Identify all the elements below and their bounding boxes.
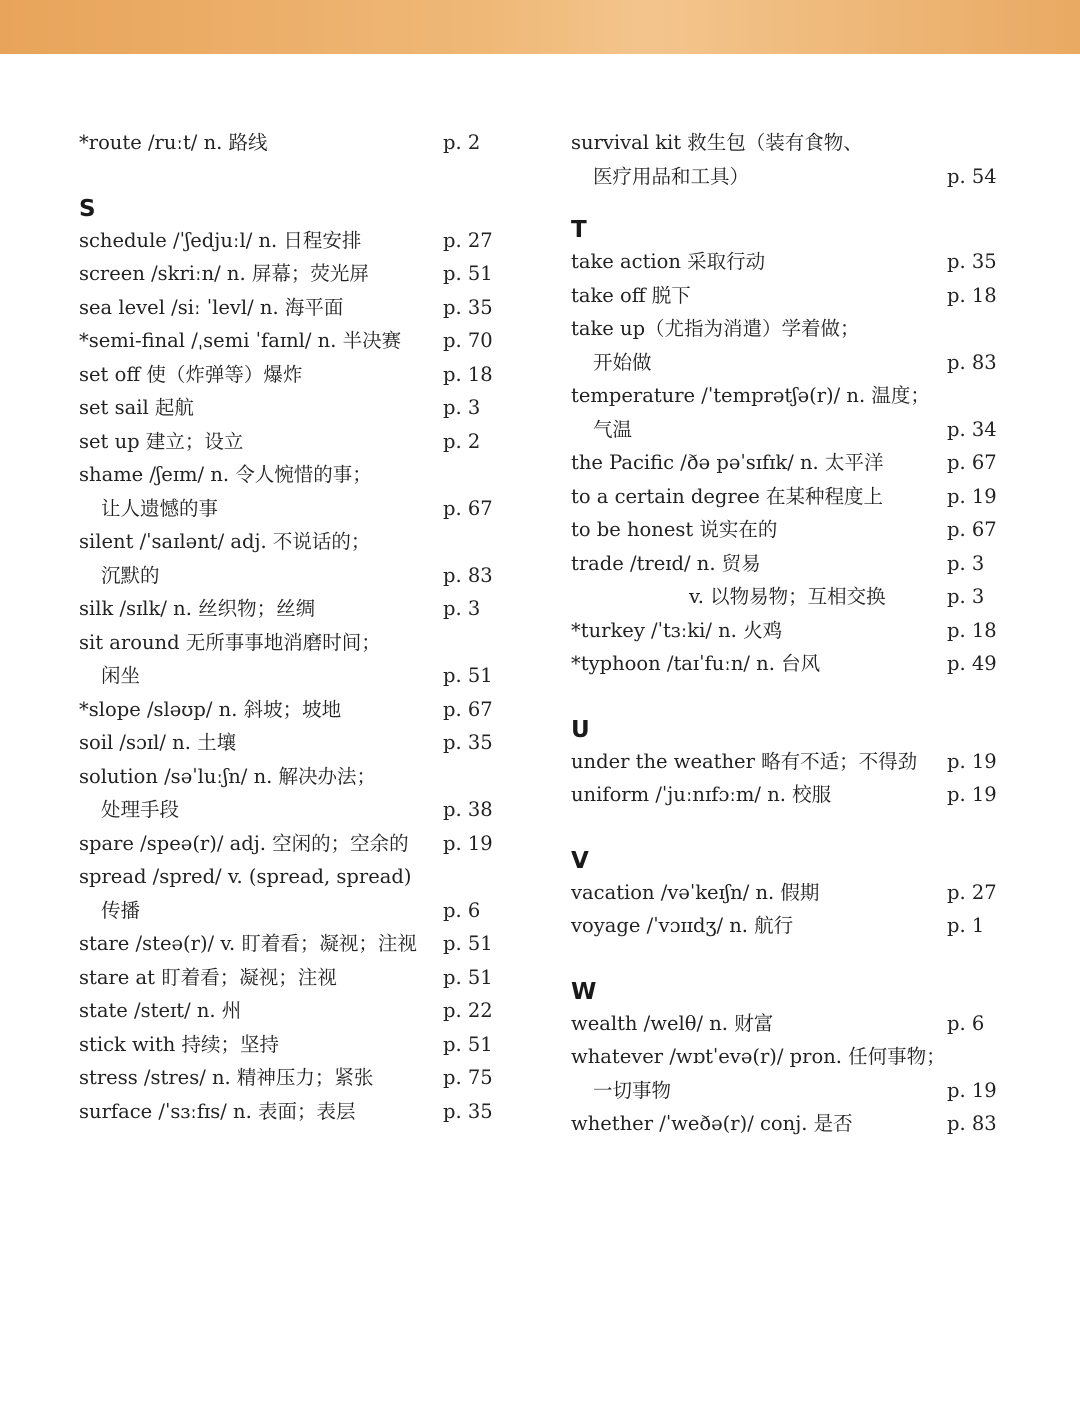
- page-reference: p. 19: [947, 1078, 997, 1102]
- entry-text: sit around 无所事事地消磨时间；: [79, 630, 381, 654]
- entry-text: *typhoon /taɪˈfuːn/ n. 台风: [571, 652, 821, 675]
- entry-text-continued: 医疗用品和工具）: [593, 164, 750, 188]
- entry-text: the Pacific /ðə pəˈsɪfɪk/ n. 太平洋: [571, 451, 884, 474]
- entry-text: survival kit 救生包（装有食物、: [571, 131, 863, 154]
- entry-text: set off 使（炸弹等）爆炸: [79, 362, 303, 386]
- entry-text: stare at 盯着看；凝视；注视: [79, 965, 337, 989]
- section-spacer: [571, 943, 1003, 977]
- glossary-entry: [79, 626, 499, 693]
- entry-text: take off 脱下: [571, 283, 691, 307]
- page-reference: p. 67: [947, 451, 997, 474]
- glossary-entry: [79, 994, 499, 1028]
- section-spacer: [571, 681, 1003, 715]
- entry-text: *semi-final /ˌsemi ˈfaɪnl/ n. 半决赛: [79, 329, 402, 352]
- glossary-entry: [571, 446, 1003, 480]
- glossary-entry: [79, 358, 499, 392]
- page-reference: p. 1: [947, 914, 985, 937]
- page-reference: p. 38: [443, 798, 493, 821]
- glossary-entry: [571, 379, 1003, 446]
- page-reference-empty: [443, 458, 499, 492]
- entry-text: silk /sɪlk/ n. 丝织物；丝绸: [79, 597, 316, 620]
- entry-text: whatever /wɒtˈevə(r)/ pron. 任何事物；: [571, 1045, 946, 1068]
- glossary-entry: [79, 324, 499, 358]
- glossary-entry: [79, 927, 499, 961]
- entry-text: silent /ˈsaɪlənt/ adj. 不说话的；: [79, 530, 371, 553]
- glossary-entry: [79, 1061, 499, 1095]
- glossary-entry: [79, 425, 499, 459]
- page-reference: p. 51: [443, 664, 493, 687]
- section-spacer: [571, 812, 1003, 846]
- glossary-entry: [571, 876, 1003, 910]
- page-reference: p. 35: [947, 250, 997, 273]
- entry-text-continued: 传播: [101, 898, 141, 922]
- page-reference: p. 22: [443, 999, 493, 1022]
- page-reference: p. 18: [947, 618, 997, 642]
- page-reference: p. 6: [443, 898, 481, 922]
- entry-text: *turkey /ˈtɜːki/ n. 火鸡: [571, 618, 783, 642]
- glossary-entry: [79, 257, 499, 291]
- entry-text-continued: 气温: [593, 417, 633, 441]
- glossary-entry: [571, 1107, 1003, 1141]
- entry-text-continued: 闲坐: [101, 664, 141, 687]
- page-reference: p. 75: [443, 1066, 493, 1089]
- top-decorative-band: [0, 0, 1080, 54]
- page-reference: p. 2: [443, 131, 481, 154]
- entry-text: *slope /sləʊp/ n. 斜坡；坡地: [79, 697, 342, 721]
- glossary-entry: [79, 860, 499, 927]
- glossary-entry: [571, 279, 1003, 313]
- page-reference: p. 83: [947, 350, 997, 374]
- page-reference-empty: [443, 760, 499, 794]
- page-reference-empty: [947, 379, 1003, 413]
- page-reference: p. 3: [947, 585, 985, 608]
- section-letter-heading: U: [571, 716, 590, 743]
- entry-text: vacation /vəˈkeɪʃn/ n. 假期: [571, 880, 820, 904]
- page-reference: p. 49: [947, 652, 997, 675]
- glossary-entry: [571, 745, 1003, 779]
- section-letter-heading: V: [571, 847, 589, 874]
- entry-text: wealth /welθ/ n. 财富: [571, 1011, 774, 1035]
- entry-text: whether /ˈweðə(r)/ conj. 是否: [571, 1112, 853, 1135]
- entry-text: take up（尤指为消遣）学着做；: [571, 317, 860, 340]
- page-reference: p. 3: [947, 551, 985, 575]
- glossary-entry: [79, 827, 499, 861]
- page-reference: p. 19: [947, 484, 997, 508]
- glossary-entry: [79, 291, 499, 325]
- page-reference-empty: [443, 860, 499, 894]
- entry-text: voyage /ˈvɔɪɪdʒ/ n. 航行: [571, 914, 794, 937]
- page-reference: p. 35: [443, 295, 493, 319]
- entry-text: state /steɪt/ n. 州: [79, 999, 242, 1022]
- glossary-entry: [571, 909, 1003, 943]
- entry-text: soil /sɔɪl/ n. 土壤: [79, 731, 237, 754]
- entry-text: temperature /ˈtemprətʃə(r)/ n. 温度；: [571, 384, 930, 407]
- entry-text: *route /ruːt/ n. 路线: [79, 131, 268, 154]
- entry-text: to a certain degree 在某种程度上: [571, 484, 883, 508]
- entry-text: spread /spred/ v. (spread, spread): [79, 865, 412, 888]
- page-reference-empty: [947, 1040, 1003, 1074]
- page-reference: p. 70: [443, 329, 493, 352]
- glossary-column-left: [79, 126, 499, 1128]
- page-reference: p. 51: [443, 932, 493, 955]
- glossary-entry: [79, 592, 499, 626]
- page-reference: p. 83: [443, 563, 493, 587]
- glossary-entry: [79, 224, 499, 258]
- glossary-entry: [79, 525, 499, 592]
- entry-text: trade /treɪd/ n. 贸易: [571, 551, 761, 575]
- glossary-entry: [79, 760, 499, 827]
- section-spacer: [79, 160, 499, 194]
- entry-text-continued: 开始做: [593, 350, 652, 374]
- entry-text: sea level /siː ˈlevl/ n. 海平面: [79, 295, 344, 319]
- section-letter-heading: S: [79, 195, 96, 222]
- page-reference: p. 54: [947, 164, 997, 188]
- entry-text: stare /steə(r)/ v. 盯着看；凝视；注视: [79, 932, 417, 955]
- page-reference: p. 67: [443, 496, 493, 520]
- page-reference: p. 6: [947, 1011, 985, 1035]
- glossary-entry: [571, 126, 1003, 193]
- entry-text: uniform /ˈjuːnɪfɔːm/ n. 校服: [571, 783, 832, 806]
- entry-text: surface /ˈsɜːfɪs/ n. 表面；表层: [79, 1099, 356, 1123]
- entry-text: solution /səˈluːʃn/ n. 解决办法；: [79, 764, 377, 788]
- page-reference: p. 83: [947, 1112, 997, 1135]
- entry-text: under the weather 略有不适；不得劲: [571, 749, 918, 773]
- page-reference-empty: [443, 525, 499, 559]
- entry-text: to be honest 说实在的: [571, 518, 778, 541]
- glossary-entry: [571, 1040, 1003, 1107]
- glossary-entry: [571, 1007, 1003, 1041]
- page-reference: p. 51: [443, 262, 493, 285]
- glossary-entry: [571, 513, 1003, 547]
- page-reference: p. 35: [443, 1099, 493, 1123]
- glossary-entry: [79, 726, 499, 760]
- glossary-entry: [571, 245, 1003, 279]
- page-reference: p. 34: [947, 417, 997, 441]
- glossary-entry: [571, 614, 1003, 648]
- entry-text-continued: 让人遗憾的事: [101, 496, 219, 520]
- page-reference: p. 67: [947, 518, 997, 541]
- page-reference-empty: [947, 312, 1003, 346]
- glossary-entry: [79, 126, 499, 160]
- entry-text: screen /skriːn/ n. 屏幕；荧光屏: [79, 262, 369, 285]
- entry-text: schedule /ˈʃedjuːl/ n. 日程安排: [79, 228, 362, 252]
- glossary-entry: [79, 1028, 499, 1062]
- glossary-entry: [79, 693, 499, 727]
- entry-text-continued: 沉默的: [101, 563, 160, 587]
- entry-text-continued: 处理手段: [101, 798, 180, 821]
- page-reference: p. 19: [947, 783, 997, 806]
- page-reference: p. 19: [443, 831, 493, 855]
- glossary-entry: [571, 580, 1003, 614]
- entry-text-continued: 一切事物: [593, 1078, 672, 1102]
- page-reference: p. 18: [947, 283, 997, 307]
- page-reference: p. 27: [947, 880, 997, 904]
- page-reference-empty: [947, 126, 1003, 160]
- page-reference: p. 2: [443, 429, 481, 453]
- page-reference: p. 18: [443, 362, 493, 386]
- page-reference: p. 3: [443, 396, 481, 419]
- glossary-entry: [571, 778, 1003, 812]
- entry-text: stick with 持续；坚持: [79, 1032, 280, 1056]
- page-reference: p. 51: [443, 1032, 493, 1056]
- section-spacer: [571, 193, 1003, 215]
- entry-text: take action 采取行动: [571, 250, 766, 273]
- entry-text: shame /ʃeɪm/ n. 令人惋惜的事；: [79, 463, 372, 486]
- entry-text: set up 建立；设立: [79, 429, 244, 453]
- entry-text: v. 以物易物；互相交换: [689, 585, 886, 608]
- page-reference: p. 35: [443, 731, 493, 754]
- glossary-entry: [571, 647, 1003, 681]
- glossary-entry: [79, 961, 499, 995]
- section-letter-heading: T: [571, 217, 587, 243]
- glossary-column-right: [571, 126, 1003, 1141]
- glossary-entry: [571, 547, 1003, 581]
- page-reference-empty: [443, 626, 499, 660]
- page-reference: p. 51: [443, 965, 493, 989]
- entry-text: set sail 起航: [79, 396, 194, 419]
- page-reference: p. 67: [443, 697, 493, 721]
- page-reference: p. 3: [443, 597, 481, 620]
- page-reference: p. 27: [443, 228, 493, 252]
- entry-text: spare /speə(r)/ adj. 空闲的；空余的: [79, 831, 409, 855]
- entry-text: stress /stres/ n. 精神压力；紧张: [79, 1066, 374, 1089]
- page-reference: p. 19: [947, 749, 997, 773]
- section-letter-heading: W: [571, 978, 597, 1005]
- glossary-entry: [571, 480, 1003, 514]
- glossary-entry: [79, 1095, 499, 1129]
- glossary-entry: [571, 312, 1003, 379]
- glossary-entry: [79, 458, 499, 525]
- glossary-entry: [79, 391, 499, 425]
